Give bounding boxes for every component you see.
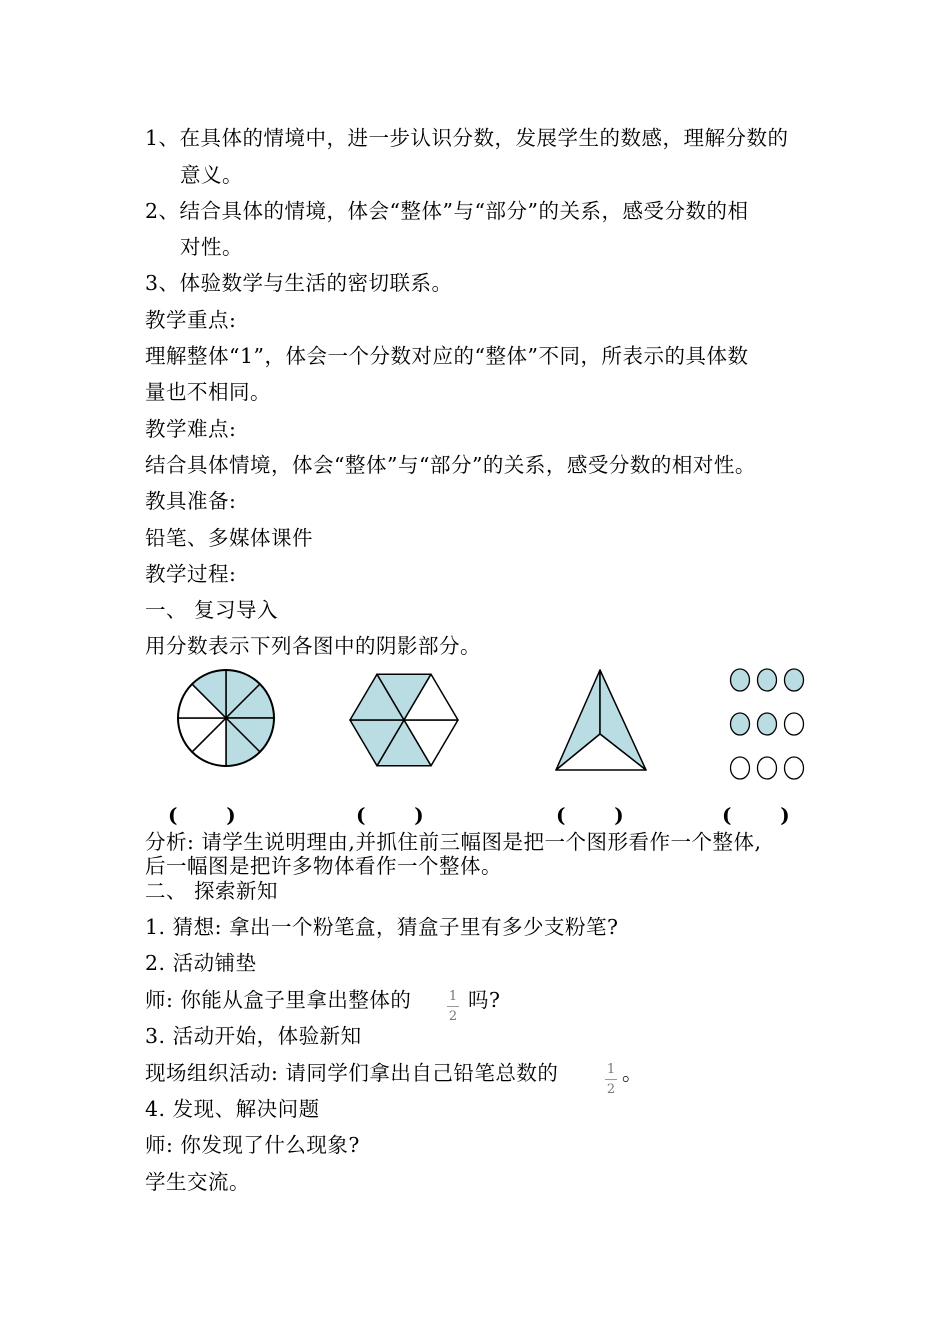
- student-exchange: 学生交流。: [145, 1170, 250, 1194]
- key-point-heading: 教学重点:: [145, 308, 237, 332]
- fraction-denominator: 2: [448, 1009, 458, 1024]
- analysis-line-1: 分析: 请学生说明理由,并抓住前三幅图是把一个图形看作一个整体,: [145, 830, 762, 854]
- objective-2-line-2: 对性。: [180, 235, 243, 259]
- key-point-line-2: 量也不相同。: [145, 380, 271, 404]
- fraction-bar: [605, 1079, 617, 1080]
- teacher-question-1: [145, 987, 411, 1013]
- analysis-line-2: 后一幅图是把许多物体看作一个整体。: [145, 854, 502, 878]
- fraction-one-half: [446, 990, 460, 1023]
- difficulty-heading: 教学难点:: [145, 417, 237, 441]
- fraction-numerator: 1: [448, 989, 458, 1004]
- process-heading: 教学过程:: [145, 562, 237, 586]
- activity-text: 现场组织活动: 请同学们拿出自己铅笔总数的: [145, 1061, 559, 1085]
- answer-blank-2[interactable]: ( ): [356, 803, 424, 827]
- teacher-question-1-end: 吗?: [468, 988, 501, 1012]
- fraction-bar: [447, 1006, 459, 1007]
- step-4-text: 4. 发现、解决问题: [145, 1097, 320, 1121]
- dot: [731, 713, 750, 735]
- dot: [731, 669, 750, 691]
- step-2-text: 2. 活动铺垫: [145, 951, 257, 975]
- dot: [758, 713, 777, 735]
- dot: [758, 669, 777, 691]
- objective-3: 3、体验数学与生活的密切联系。: [145, 271, 453, 295]
- section-2-title: 二、 探索新知: [145, 879, 279, 903]
- dot: [785, 669, 804, 691]
- answer-blank-3[interactable]: ( ): [556, 803, 624, 827]
- fraction-one-half-2: [604, 1063, 618, 1096]
- dot: [785, 757, 804, 779]
- instruction-text: 用分数表示下列各图中的阴影部分。: [145, 634, 481, 658]
- circle-figure: [170, 662, 282, 774]
- objective-1-line-1: 1、在具体的情境中，进一步认识分数，发展学生的数感，理解分数的: [145, 126, 789, 150]
- step-3-text: 3. 活动开始，体验新知: [145, 1024, 362, 1048]
- dot: [731, 757, 750, 779]
- teacher-question-2: 师: 你发现了什么现象?: [145, 1133, 360, 1157]
- dot: [758, 757, 777, 779]
- fraction-denominator: 2: [606, 1082, 616, 1097]
- difficulty-text: 结合具体情境，体会“整体”与“部分”的关系，感受分数的相对性。: [145, 453, 756, 477]
- section-1-title: 一、 复习导入: [145, 598, 279, 622]
- teacher-question-1-text: 师: 你能从盒子里拿出整体的: [145, 988, 412, 1012]
- objective-2-line-1: 2、结合具体的情境，体会“整体”与“部分”的关系，感受分数的相: [145, 199, 749, 223]
- hexagon-figure: [348, 662, 460, 778]
- fraction-numerator: 1: [606, 1062, 616, 1077]
- triangle-figure: [550, 664, 652, 776]
- step-1-text: 1. 猜想: 拿出一个粉笔盒，猜盒子里有多少支粉笔?: [145, 915, 619, 939]
- key-point-line-1: 理解整体“1”，体会一个分数对应的“整体”不同，所表示的具体数: [145, 344, 749, 368]
- objective-1-line-2: 意义。: [180, 163, 243, 187]
- answer-blank-4[interactable]: ( ): [722, 803, 790, 827]
- activity-text-end: 。: [622, 1061, 643, 1085]
- dots-figure: [726, 664, 810, 788]
- materials-text: 铅笔、多媒体课件: [145, 526, 313, 550]
- dot: [785, 713, 804, 735]
- answer-blank-1[interactable]: ( ): [168, 803, 236, 827]
- materials-heading: 教具准备:: [145, 489, 237, 513]
